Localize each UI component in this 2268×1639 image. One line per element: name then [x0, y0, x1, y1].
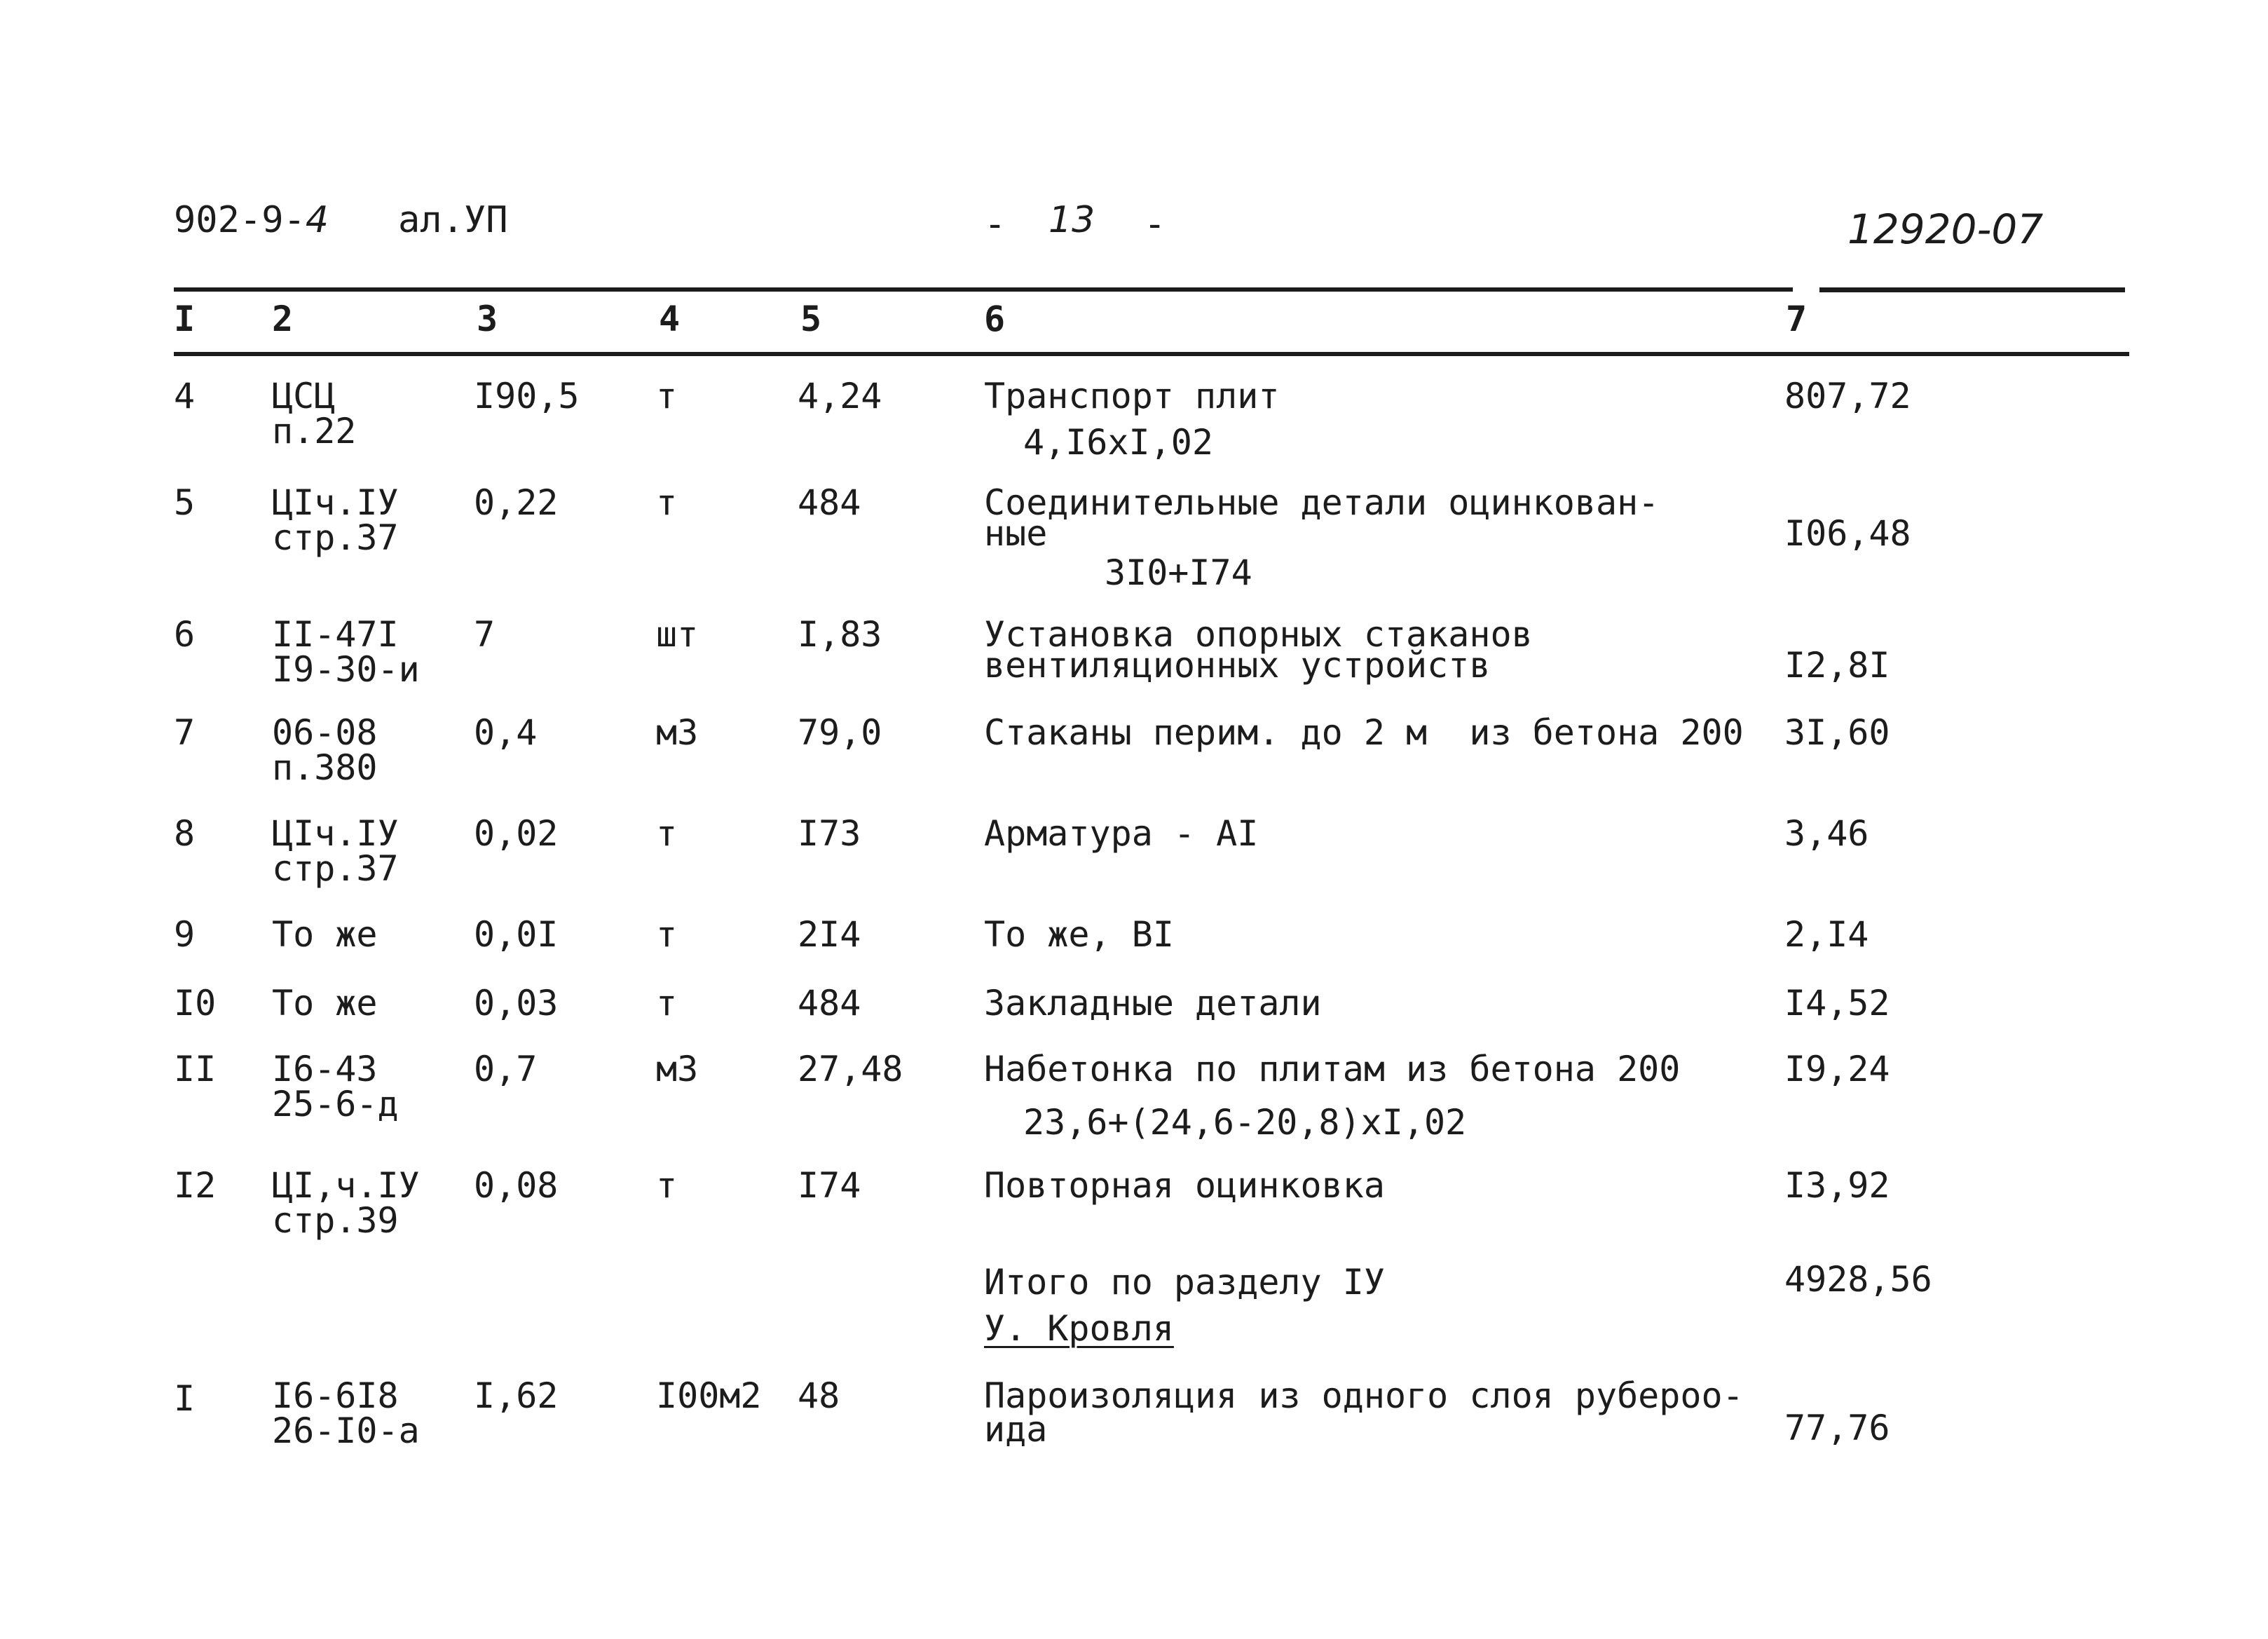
row-number: 8 — [174, 813, 196, 854]
page-number: 13 — [1048, 199, 1095, 241]
row-quantity: 0,22 — [474, 482, 559, 523]
row-code-line-1: ЦIч.IУ — [272, 813, 399, 854]
row-total: I2,8I — [1784, 645, 1890, 686]
top-rule-left — [174, 287, 1793, 292]
row-code-line-2: п.380 — [272, 747, 378, 788]
last-row-total: 77,76 — [1784, 1408, 1890, 1448]
row-quantity: I90,5 — [474, 376, 580, 416]
last-row-code-1: I6-6I8 — [272, 1375, 399, 1416]
row-code-line-2: стр.37 — [272, 848, 399, 889]
row-number: 9 — [174, 914, 196, 955]
row-total: 2,I4 — [1784, 914, 1869, 955]
row-unit-price: 484 — [798, 482, 861, 523]
row-code-line-2: I9-30-и — [272, 649, 420, 690]
row-unit: м3 — [656, 712, 699, 753]
row-unit-price: 27,48 — [798, 1049, 903, 1089]
row-unit-price: I74 — [798, 1165, 861, 1206]
row-code-line-1: То же — [272, 983, 378, 1023]
row-code-line-1: ЦI,ч.IУ — [272, 1165, 420, 1206]
row-unit: м3 — [656, 1049, 699, 1089]
row-code-line-1: То же — [272, 914, 378, 955]
album-label: ал.УП — [398, 199, 508, 241]
row-number: 5 — [174, 482, 196, 523]
inventory-number: 12920-07 — [1847, 205, 2044, 253]
row-number: I2 — [174, 1165, 217, 1206]
row-description-line-1: Повторная оцинковка — [984, 1165, 1385, 1206]
row-description-line-2: вентиляционных устройств — [984, 645, 1491, 686]
row-quantity: 0,02 — [474, 813, 559, 854]
row-number: I0 — [174, 983, 217, 1023]
row-quantity: 7 — [474, 614, 496, 655]
column-header-7: 7 — [1786, 299, 1808, 339]
row-unit-price: 79,0 — [798, 712, 882, 753]
row-unit: т — [656, 376, 678, 416]
row-description-line-1: Арматура - AI — [984, 813, 1259, 854]
column-header-2: 2 — [272, 299, 294, 339]
row-unit: т — [656, 914, 678, 955]
last-row-code-2: 26-I0-а — [272, 1410, 420, 1451]
row-unit-price: I,83 — [798, 614, 882, 655]
last-row-price: 48 — [798, 1375, 840, 1416]
row-total: I3,92 — [1784, 1165, 1890, 1206]
row-number: 7 — [174, 712, 196, 753]
row-number: 4 — [174, 376, 196, 416]
header-rule — [174, 352, 2129, 356]
row-code-line-2: стр.37 — [272, 517, 399, 558]
row-unit: т — [656, 983, 678, 1023]
row-description-line-1: Транспорт плит — [984, 376, 1280, 416]
row-total: I4,52 — [1784, 983, 1890, 1023]
row-description-line-1: Соединительные детали оцинкован- — [984, 482, 1660, 523]
row-code-line-1: ЦСЦ — [272, 376, 336, 416]
last-row-description-1: Пароизоляция из одного слоя рубероо- — [984, 1375, 1744, 1416]
section-total-value: 4928,56 — [1784, 1259, 1932, 1300]
top-rule-right — [1819, 287, 2125, 292]
section-total-label: Итого по разделу IУ — [984, 1262, 1385, 1303]
row-unit: т — [656, 1165, 678, 1206]
row-description-line-1: То же, BI — [984, 914, 1174, 955]
row-code-line-2: стр.39 — [272, 1200, 399, 1241]
row-quantity: 0,0I — [474, 914, 559, 955]
row-description-line-1: Закладные детали — [984, 983, 1322, 1023]
document-code-typed: 902-9- — [174, 199, 306, 241]
row-unit: т — [656, 482, 678, 523]
column-header-4: 4 — [659, 299, 681, 339]
row-code-line-1: ЦIч.IУ — [272, 482, 399, 523]
row-total: 807,72 — [1784, 376, 1911, 416]
row-unit: шт — [656, 614, 699, 655]
row-total: I06,48 — [1784, 513, 1911, 554]
row-quantity: 0,7 — [474, 1049, 538, 1089]
last-row-description-2: ида — [984, 1409, 1048, 1450]
row-quantity: 0,4 — [474, 712, 538, 753]
row-formula: 23,6+(24,6-20,8)xI,02 — [1023, 1102, 1467, 1143]
row-unit: т — [656, 813, 678, 854]
row-code-line-2: п.22 — [272, 411, 357, 451]
row-quantity: 0,03 — [474, 983, 559, 1023]
column-header-5: 5 — [800, 299, 822, 339]
column-header-6: 6 — [984, 299, 1006, 339]
last-row-number: I — [174, 1378, 196, 1419]
document-code-handwritten: 4 — [305, 199, 329, 241]
row-description-line-1: Стаканы перим. до 2 м из бетона 200 — [984, 712, 1744, 753]
row-formula: 3I0+I74 — [1105, 552, 1252, 593]
row-total: 3,46 — [1784, 813, 1869, 854]
row-code-line-2: 25-6-д — [272, 1084, 399, 1124]
row-description-line-2: ные — [984, 513, 1048, 554]
page-dash-left: - — [984, 203, 1006, 245]
row-number: II — [174, 1049, 217, 1089]
last-row-quantity: I,62 — [474, 1375, 559, 1416]
row-description-line-1: Набетонка по плитам из бетона 200 — [984, 1049, 1681, 1089]
row-unit-price: 2I4 — [798, 914, 861, 955]
row-number: 6 — [174, 614, 196, 655]
page-dash-right: - — [1144, 203, 1166, 245]
row-code-line-1: 06-08 — [272, 712, 378, 753]
section-title-roof: У. Кровля — [984, 1308, 1174, 1349]
last-row-unit: I00м2 — [656, 1375, 762, 1416]
document-code — [174, 199, 329, 241]
row-code-line-1: I6-43 — [272, 1049, 378, 1089]
row-code-line-1: II-47I — [272, 614, 399, 655]
row-unit-price: 4,24 — [798, 376, 882, 416]
row-total: 3I,60 — [1784, 712, 1890, 753]
row-quantity: 0,08 — [474, 1165, 559, 1206]
row-unit-price: 484 — [798, 983, 861, 1023]
row-formula: 4,I6xI,02 — [1023, 422, 1213, 463]
row-total: I9,24 — [1784, 1049, 1890, 1089]
column-header-3: 3 — [477, 299, 498, 339]
column-header-1: I — [174, 299, 196, 339]
row-description-line-1: Установка опорных стаканов — [984, 614, 1533, 655]
row-unit-price: I73 — [798, 813, 861, 854]
